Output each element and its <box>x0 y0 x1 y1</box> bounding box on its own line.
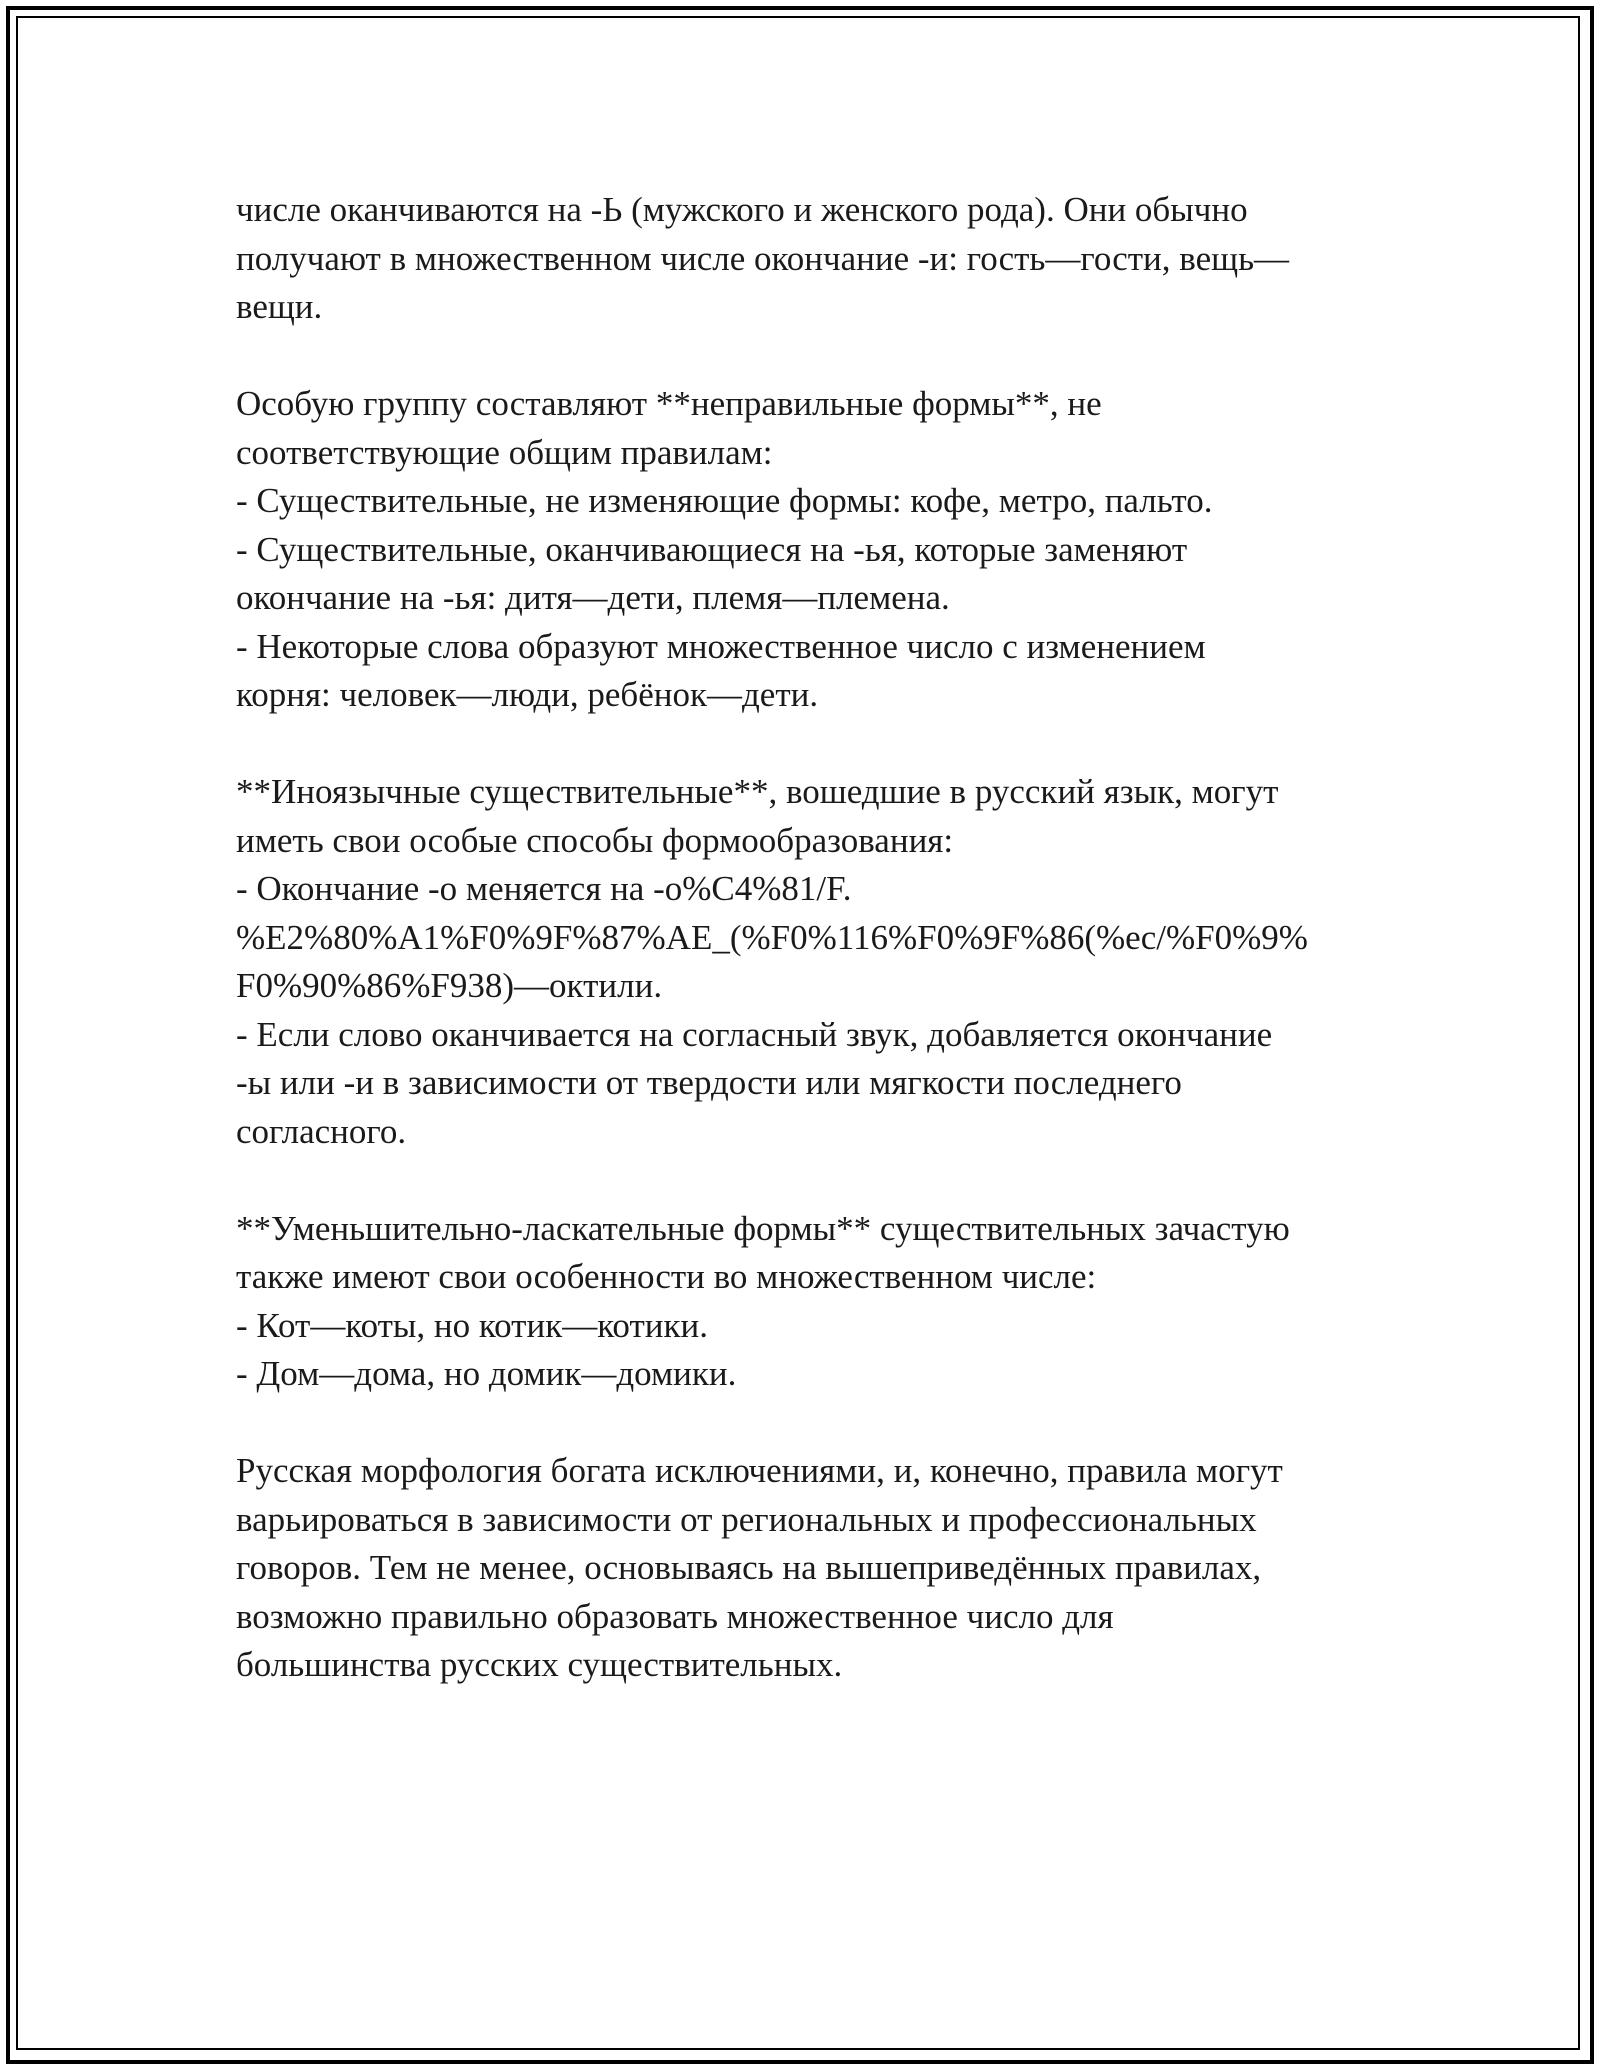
text-line: говоров. Тем не менее, основываясь на вышеприведённых правилах, <box>236 1548 1262 1587</box>
text-line: большинства русских существительных. <box>236 1645 843 1684</box>
list-item-line: - Существительные, оканчивающиеся на -ья, которые заменяют <box>236 529 1188 569</box>
list-item-line: - Кот—коты, но котик—котики. <box>236 1305 708 1345</box>
list-item-line: корня: человек—люди, ребёнок—дети. <box>236 675 819 714</box>
list-item-line: - Если слово оканчивается на согласный звук, добавляется окончание <box>236 1014 1273 1054</box>
text-line: соответствующие общим правилам: <box>236 432 773 472</box>
paragraph-gap <box>236 1156 1366 1205</box>
text-line: Русская морфология богата исключениями, и, конечно, правила могут <box>236 1451 1283 1490</box>
text-line: **Иноязычные существительные**, вошедшие в русский язык, могут <box>236 772 1279 811</box>
text-line: иметь свои особые способы формообразования: <box>236 820 954 860</box>
text-line: также имеют свои особенности во множественном числе: <box>236 1257 1097 1296</box>
list-item-line: - Дом—дома, но домик—домики. <box>236 1354 737 1393</box>
paragraph-gap <box>236 332 1366 381</box>
text-line: возможно правильно образовать множественное число для <box>236 1596 1114 1636</box>
paragraph-gap <box>236 720 1366 769</box>
text-line: варьироваться в зависимости от региональных и профессиональных <box>236 1499 1257 1539</box>
list-item-line: согласного. <box>236 1111 407 1151</box>
text-line: **Уменьшительно-ласкательные формы** существительных зачастую <box>236 1208 1290 1248</box>
list-item-line: %E2%80%A1%F0%9F%87%AE_(%F0%116%F0%9F%86(%ec/%F0%9% <box>236 917 1308 957</box>
text-line: числе оканчиваются на -Ь (мужского и женского рода). Они обычно <box>236 190 1248 229</box>
list-item-line: F0%90%86%F938)—октили. <box>236 966 663 1005</box>
list-item-line: - Существительные, не изменяющие формы: кофе, метро, пальто. <box>236 481 1213 520</box>
list-item-line: -ы или -и в зависимости от твердости или мягкости последнего <box>236 1063 1182 1102</box>
text-line: получают в множественном числе окончание -и: гость—гости, вещь— <box>236 238 1290 278</box>
list-item-line: - Окончание -о меняется на -о%C4%81/F. <box>236 869 852 908</box>
list-item-line: окончание на -ья: дитя—дети, племя—племена. <box>236 578 950 617</box>
text-line: Особую группу составляют **неправильные формы**, не <box>236 384 1102 423</box>
paragraph-gap <box>236 1399 1366 1448</box>
list-item-line: - Некоторые слова образуют множественное число с изменением <box>236 626 1206 666</box>
document-body <box>236 186 1366 1690</box>
text-line: вещи. <box>236 287 323 326</box>
